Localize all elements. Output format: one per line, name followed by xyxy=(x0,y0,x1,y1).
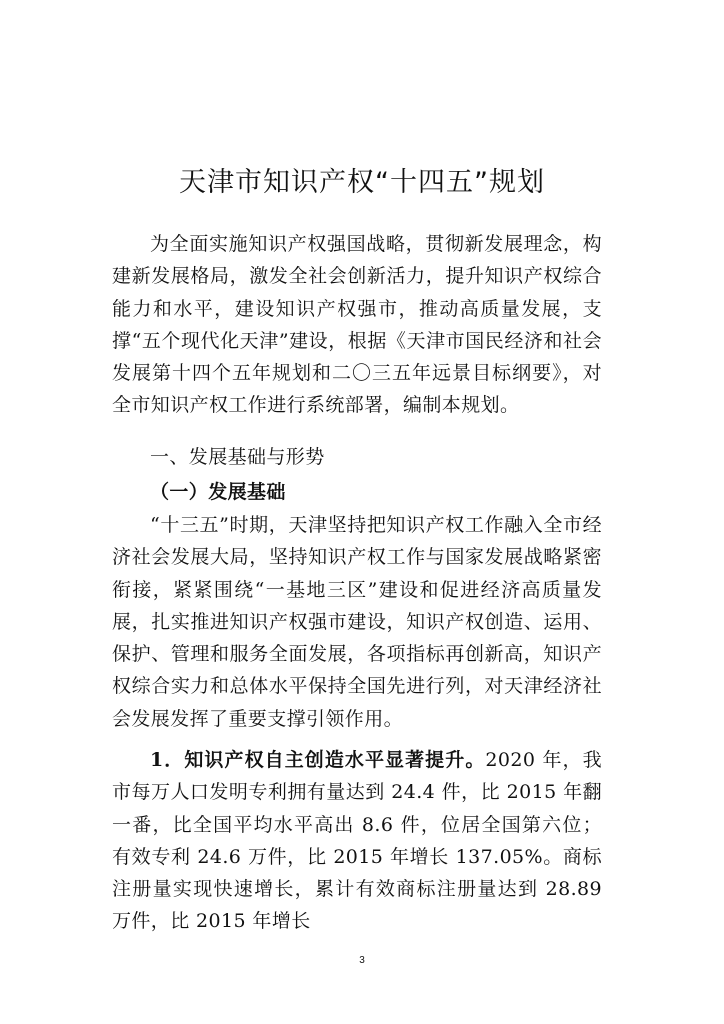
subsection-heading: （一）发展基础 xyxy=(150,481,286,503)
page-number: 3 xyxy=(359,955,365,966)
section-heading: 一、发展基础与形势 xyxy=(150,446,325,468)
point-1-paragraph xyxy=(112,744,602,938)
document-title: 天津市知识产权“十四五”规划 xyxy=(179,167,545,198)
point-1-text: 2020 年，我市每万人口发明专利拥有量达到 24.4 件，比 2015 年翻一番，比全国平均水平高出 8.6 件，位居全国第六位；有效专利 24.6 万件，比 2015 年增长 137.05%。商标注册量实现快速增长，累计有效商标注册量达到 28.89 万件，比 2015 年增长 xyxy=(112,749,602,933)
point-1-lead: 1．知识产权自主创造水平显著提升。 xyxy=(150,749,486,771)
basis-paragraph: “十三五”时期，天津坚持把知识产权工作融入全市经济社会发展大局，坚持知识产权工作与国家发展战略紧密衔接，紧紧围绕“一基地三区”建设和促进经济高质量发展，扎实推进知识产权强市建设，知识产权创造、运用、保护、管理和服务全面发展，各项指标再创新高，知识产权综合实力和总体水平保持全国先进行列，对天津经济社会发展发挥了重要支撑引领作用。 xyxy=(112,514,602,730)
intro-paragraph: 为全面实施知识产权强国战略，贯彻新发展理念，构建新发展格局，激发全社会创新活力，提升知识产权综合能力和水平，建设知识产权强市，推动高质量发展，支撑“五个现代化天津”建设，根据《天津市国民经济和社会发展第十四个五年规划和二〇三五年远景目标纲要》，对全市知识产权工作进行系统部署，编制本规划。 xyxy=(112,233,602,417)
